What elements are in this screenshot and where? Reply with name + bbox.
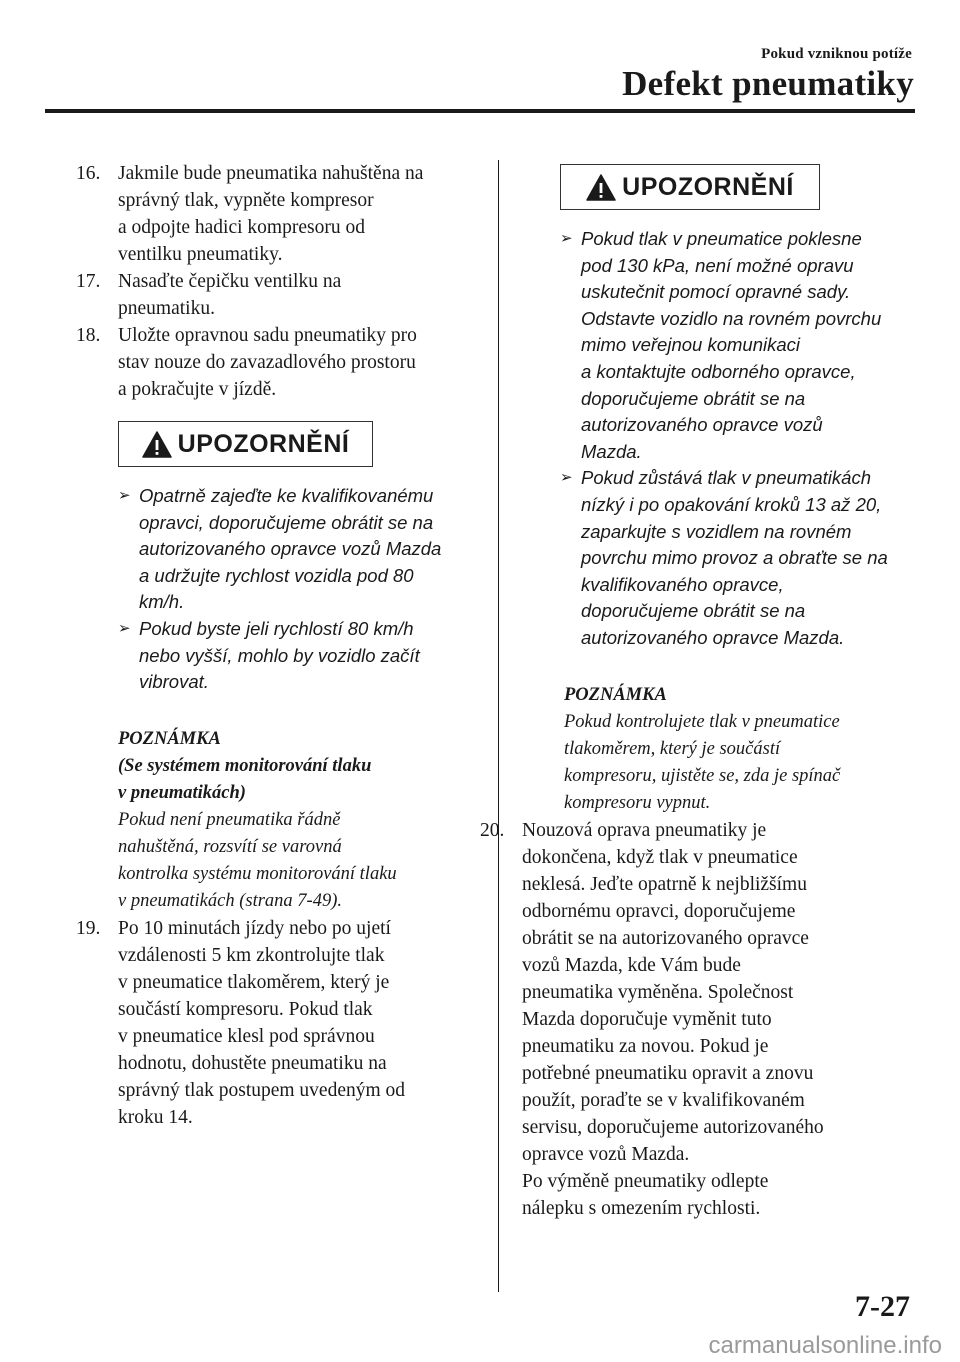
step-text-line: ventilku pneumatiky. (118, 244, 283, 265)
step-item (76, 915, 476, 1131)
step-text-line: použít, poraďte se v kvalifikovaném (522, 1089, 805, 1111)
bullet-text-line: autorizovaného opravce vozů Mazda (139, 538, 442, 560)
step-text-line: v pneumatice klesl pod správnou (118, 1025, 375, 1047)
bullet-text-line: a udržujte rychlost vozidla pod 80 (139, 564, 414, 586)
bullet-text-line: Opatrně zajeďte ke kvalifikovanému (139, 485, 434, 506)
step-text-line: pneumatika vyměněna. Společnost (522, 981, 794, 1003)
step-item (76, 160, 476, 268)
step-number: 17. (76, 271, 101, 292)
text-line: nahuštěná, rozsvítí se varovná (118, 836, 342, 857)
text-line: (Se systémem monitorování tlaku (118, 755, 372, 776)
step-text-line: Nouzová oprava pneumatiky je (522, 819, 767, 841)
text-line: kontrolka systému monitorování tlaku (118, 863, 397, 884)
step-text-line: Po výměně pneumatiky odlepte (522, 1170, 769, 1192)
bullet-text-line: Pokud byste jeli rychlostí 80 km/h (139, 617, 414, 639)
step-text-line: součástí kompresoru. Pokud tlak (118, 998, 373, 1020)
step-text-line: vozů Mazda, kde Vám bude (522, 954, 741, 976)
bullet-text-line: autorizovaného opravce Mazda. (581, 626, 845, 648)
bullet-text-line: Pokud tlak v pneumatice poklesne (581, 228, 862, 249)
step-number: 18. (76, 325, 101, 346)
warning-box (118, 421, 373, 467)
bullet-text-line: opravci, doporučujeme obrátit se na (139, 511, 434, 533)
bullet-text-line: vibrovat. (139, 671, 209, 693)
step-text-line: Po 10 minutách jízdy nebo po ujetí (118, 917, 391, 939)
step-text-line: kroku 14. (118, 1106, 193, 1128)
step-text-line: Uložte opravnou sadu pneumatiky pro (118, 325, 417, 346)
step-text-line: odbornému opravci, doporučujeme (522, 900, 796, 922)
warning-label: UPOZORNĚNÍ (622, 172, 794, 201)
step-list (76, 915, 476, 1131)
step-list (76, 160, 476, 403)
step-text-line: Nasaďte čepičku ventilku na (118, 271, 342, 292)
step-text-line: správný tlak, vypněte kompresor (118, 190, 374, 211)
text-line: Pokud není pneumatika řádně (118, 809, 341, 830)
step-text-line: hodnotu, dohustěte pneumatiku na (118, 1052, 387, 1074)
step-text-line: a odpojte hadici kompresoru od (118, 217, 365, 238)
warning-triangle-icon (142, 431, 172, 458)
header-divider (45, 109, 915, 113)
note-text (564, 709, 922, 817)
step-item (480, 817, 922, 1222)
note-title: POZNÁMKA (118, 728, 221, 749)
section-name: Pokud vzniknou potíže (761, 46, 912, 62)
warning-bullets (560, 226, 922, 652)
warning-bullet (118, 483, 476, 616)
text-line: kompresoru, ujistěte se, zda je spínač (564, 765, 841, 786)
step-text-line: stav nouze do zavazadlového prostoru (118, 352, 416, 373)
note-block (118, 726, 476, 915)
warning-triangle-icon (586, 174, 616, 201)
step-text-line: obrátit se na autorizovaného opravce (522, 927, 809, 949)
bullet-text-line: mimo veřejnou komunikaci (581, 334, 801, 356)
warning-box (560, 164, 820, 210)
step-text-line: Mazda doporučuje vyměnit tuto (522, 1008, 772, 1030)
text-line: kompresoru vypnut. (564, 792, 711, 813)
bullet-text-line: doporučujeme obrátit se na (581, 600, 806, 622)
step-text-line: pneumatiku. (118, 298, 215, 319)
step-item (76, 322, 476, 403)
bullet-text-line: Mazda. (581, 440, 642, 462)
step-text-line: správný tlak postupem uvedeným od (118, 1079, 406, 1101)
bullet-text-line: a kontaktujte odborného opravce, (581, 360, 856, 382)
step-text-line: vzdálenosti 5 km zkontrolujte tlak (118, 944, 385, 966)
text-line: Pokud kontrolujete tlak v pneumatice (564, 711, 840, 732)
arrow-bullet-icon: ➢ (560, 469, 573, 487)
bullet-text-line: pod 130 kPa, není možné opravu (581, 254, 854, 276)
step-text-line: nálepku s omezením rychlosti. (522, 1197, 761, 1219)
bullet-text-line: doporučujeme obrátit se na (581, 387, 806, 409)
text-line: v pneumatikách) (118, 782, 246, 803)
note-text (118, 807, 476, 915)
bullet-text-line: povrchu mimo provoz a obraťte se na (581, 547, 888, 569)
text-line: tlakoměrem, který je součástí (564, 738, 781, 759)
bullet-text-line: Odstavte vozidlo na rovném povrchu (581, 307, 882, 329)
step-text-line: v pneumatice tlakoměrem, který je (118, 971, 390, 993)
left-column (76, 160, 476, 1131)
step-list (480, 817, 922, 1222)
step-text-line: opravce vozů Mazda. (522, 1143, 690, 1165)
step-text-line: Jakmile bude pneumatika nahuštěna na (118, 163, 424, 184)
step-text-line: neklesá. Jeďte opatrně k nejbližšímu (522, 873, 807, 895)
bullet-text-line: autorizovaného opravce vozů (581, 414, 823, 436)
warning-bullet (560, 465, 922, 651)
warning-bullet (560, 226, 922, 465)
warning-bullets (118, 483, 476, 696)
bullet-text-line: nebo vyšší, mohlo by vozidlo začít (139, 644, 420, 666)
step-number: 16. (76, 163, 101, 184)
step-number: 19. (76, 917, 101, 939)
page-number: 7-27 (855, 1290, 910, 1323)
bullet-text-line: uskutečnit pomocí opravné sady. (581, 281, 851, 303)
watermark: carmanualsonline.info (708, 1332, 942, 1359)
bullet-text-line: zaparkujte s vozidlem na rovném (581, 520, 852, 542)
note-title: POZNÁMKA (564, 684, 667, 705)
warning-label: UPOZORNĚNÍ (177, 429, 350, 458)
step-number: 20. (480, 819, 505, 841)
step-text-line: dokončena, když tlak v pneumatice (522, 846, 798, 868)
note-block (564, 682, 922, 817)
text-line: v pneumatikách (strana 7-49). (118, 890, 343, 911)
bullet-text-line: nízký i po opakování kroků 13 až 20, (581, 493, 882, 515)
step-text-line: servisu, doporučujeme autorizovaného (522, 1116, 824, 1138)
arrow-bullet-icon: ➢ (560, 230, 573, 247)
step-text-line: potřebné pneumatiku opravit a znovu (522, 1062, 814, 1084)
arrow-bullet-icon: ➢ (118, 487, 131, 504)
step-text-line: pneumatiku za novou. Pokud je (522, 1035, 769, 1057)
page-title: Defekt pneumatiky (622, 64, 914, 103)
warning-bullet (118, 616, 476, 696)
bullet-text-line: Pokud zůstává tlak v pneumatikách (581, 467, 871, 489)
step-item (76, 268, 476, 322)
step-text-line: a pokračujte v jízdě. (118, 379, 277, 400)
note-subtitle (118, 753, 476, 807)
bullet-text-line: km/h. (139, 591, 185, 613)
bullet-text-line: kvalifikovaného opravce, (581, 573, 784, 595)
right-column (480, 160, 922, 1222)
arrow-bullet-icon: ➢ (118, 619, 131, 637)
